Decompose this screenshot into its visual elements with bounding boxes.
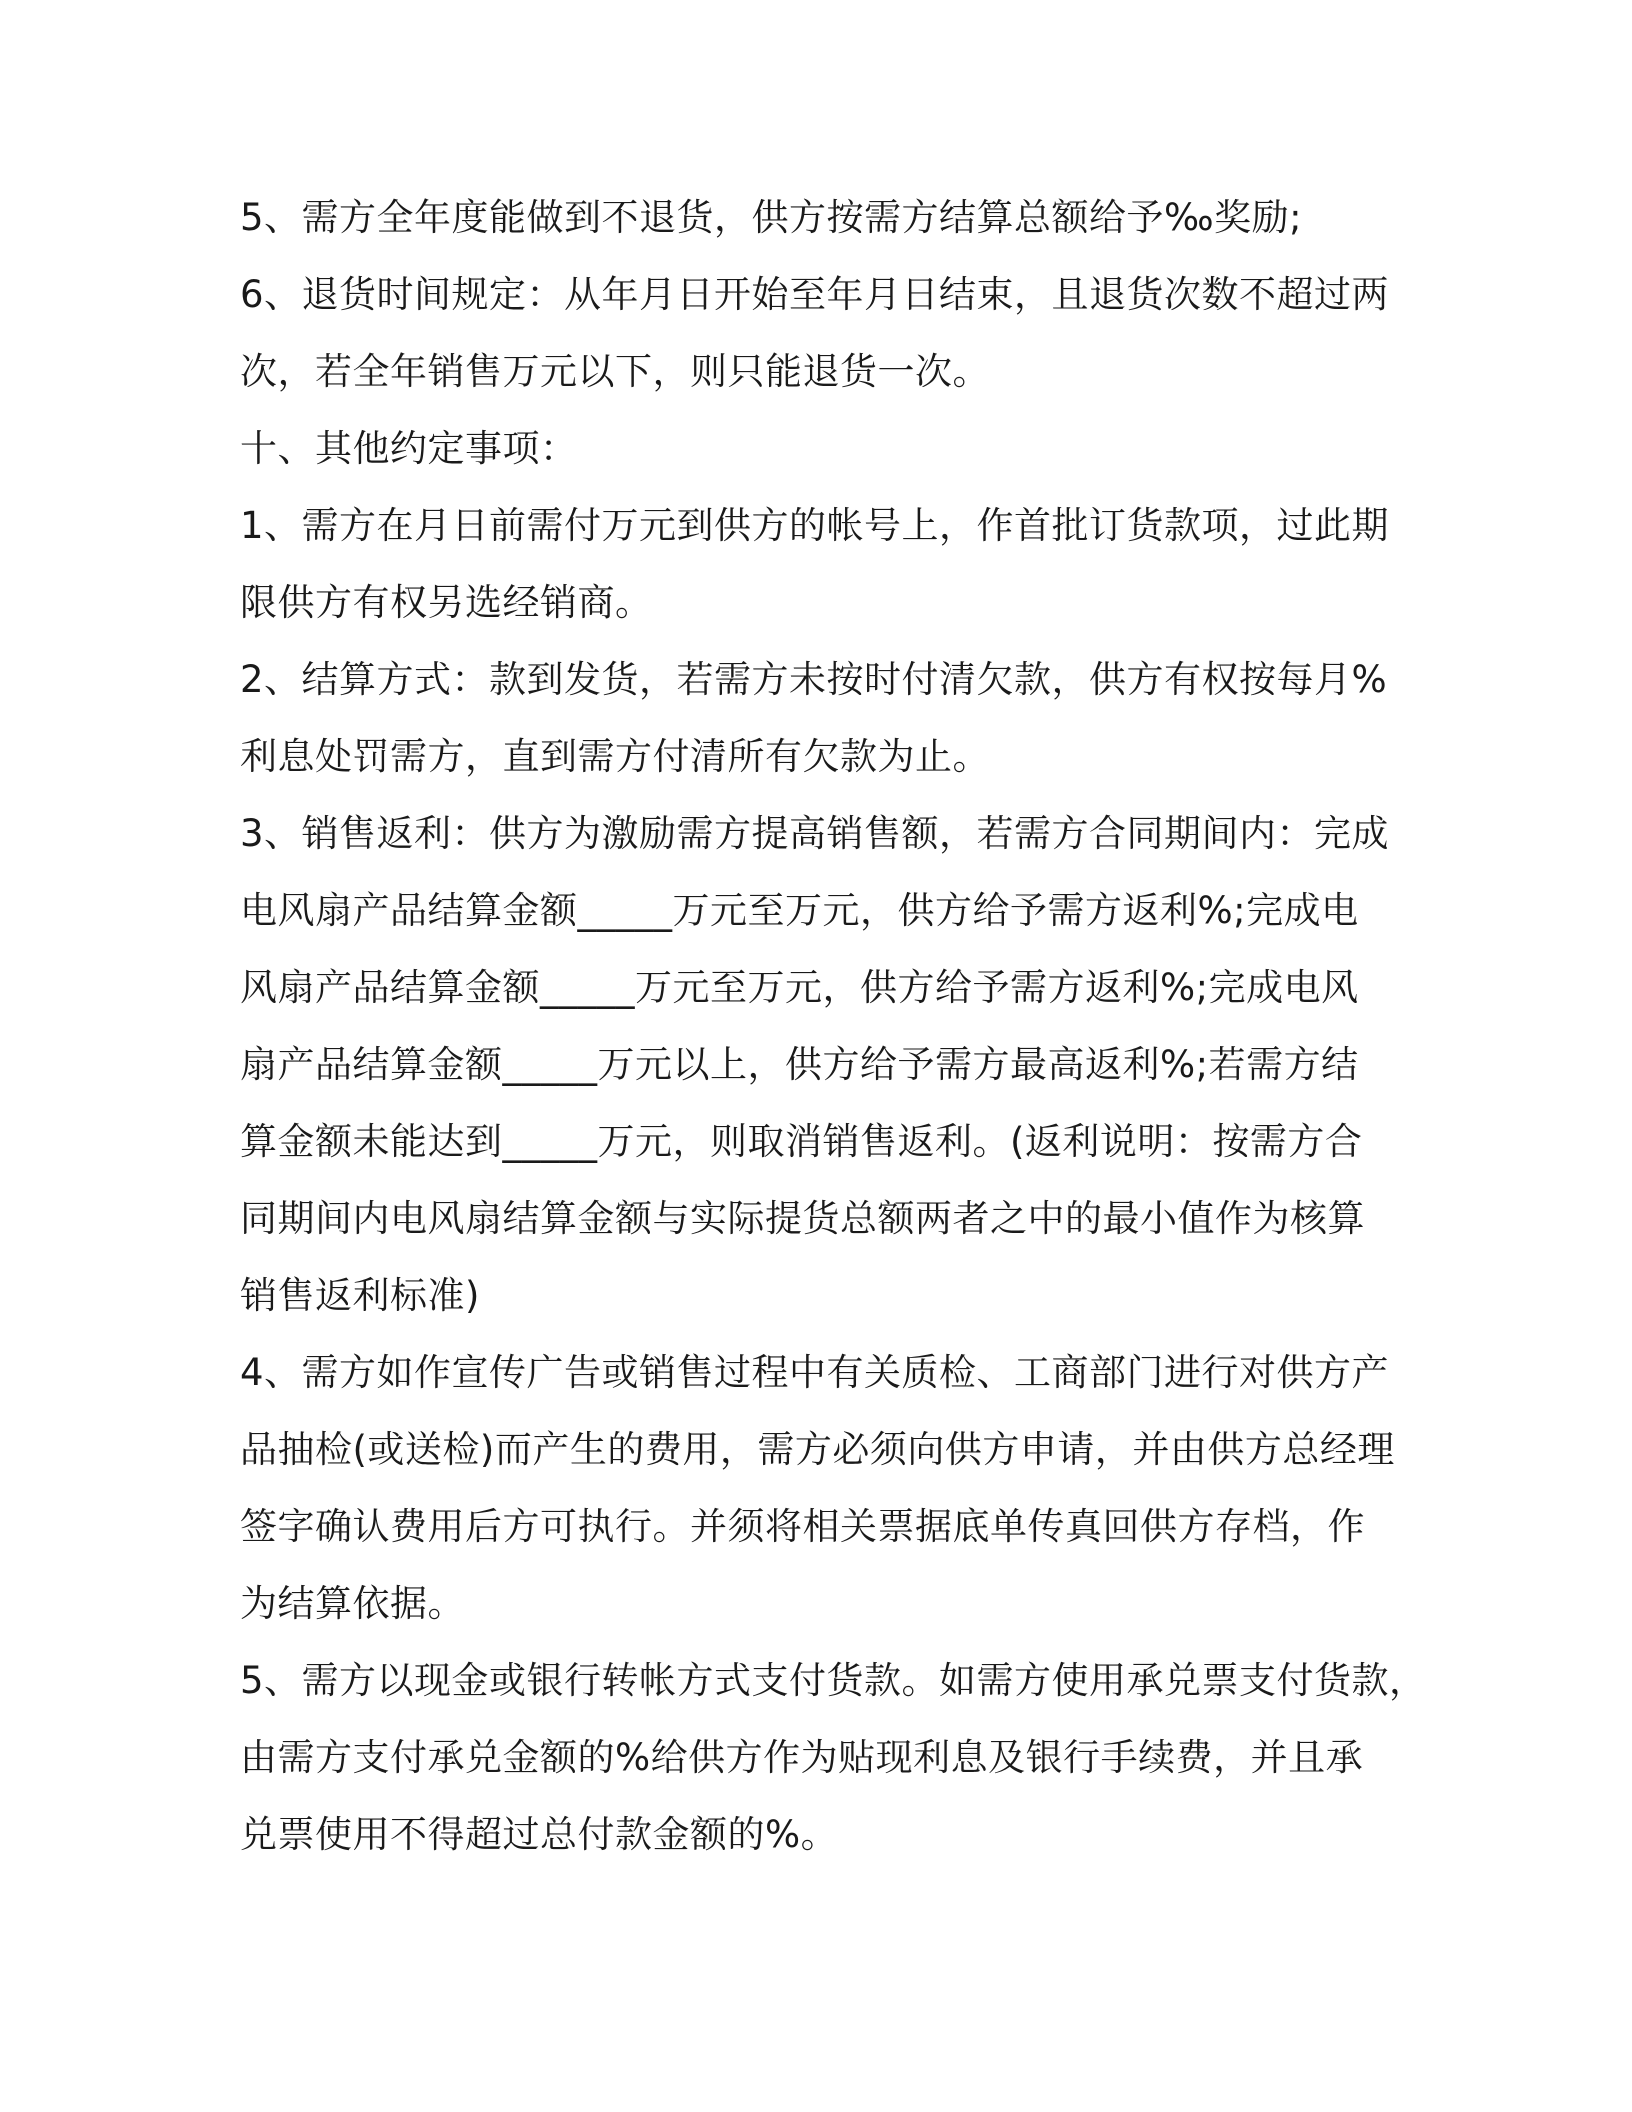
text-line: 利息处罚需方，直到需方付清所有欠款为止。 <box>240 735 990 778</box>
text-line: 销售返利标准) <box>240 1274 480 1317</box>
text-line: 2、结算方式：款到发货，若需方未按时付清欠款，供方有权按每月% <box>240 658 1388 701</box>
text-line: 电风扇产品结算金额_____万元至万元，供方给予需方返利%;完成电 <box>240 889 1359 932</box>
text-line: 3、销售返利：供方为激励需方提高销售额，若需方合同期间内：完成 <box>240 812 1390 855</box>
text-line: 由需方支付承兑金额的%给供方作为贴现利息及银行手续费，并且承 <box>240 1736 1364 1779</box>
text-line: 扇产品结算金额_____万元以上，供方给予需方最高返利%;若需方结 <box>240 1043 1359 1086</box>
text-line: 次，若全年销售万元以下，则只能退货一次。 <box>240 350 990 393</box>
text-line: 1、需方在月日前需付万元到供方的帐号上，作首批订货款项，过此期 <box>240 504 1390 547</box>
text-line: 限供方有权另选经销商。 <box>240 581 653 624</box>
text-line: 为结算依据。 <box>240 1582 465 1625</box>
section-heading: 十、其他约定事项： <box>240 427 578 470</box>
text-line: 6、退货时间规定：从年月日开始至年月日结束，且退货次数不超过两 <box>240 273 1390 316</box>
text-line: 品抽检(或送检)而产生的费用，需方必须向供方申请，并由供方总经理 <box>240 1428 1395 1471</box>
text-line: 4、需方如作宣传广告或销售过程中有关质检、工商部门进行对供方产 <box>240 1351 1390 1394</box>
text-line: 算金额未能达到_____万元，则取消销售返利。(返利说明：按需方合 <box>240 1120 1363 1163</box>
text-line: 5、需方全年度能做到不退货，供方按需方结算总额给予‰奖励; <box>240 196 1303 239</box>
text-line: 同期间内电风扇结算金额与实际提货总额两者之中的最小值作为核算 <box>240 1197 1365 1240</box>
text-line: 5、需方以现金或银行转帐方式支付货款。如需方使用承兑票支付货款， <box>240 1659 1427 1702</box>
text-line: 兑票使用不得超过总付款金额的%。 <box>240 1813 839 1856</box>
text-line: 签字确认费用后方可执行。并须将相关票据底单传真回供方存档，作 <box>240 1505 1365 1548</box>
text-line: 风扇产品结算金额_____万元至万元，供方给予需方返利%;完成电风 <box>240 966 1359 1009</box>
